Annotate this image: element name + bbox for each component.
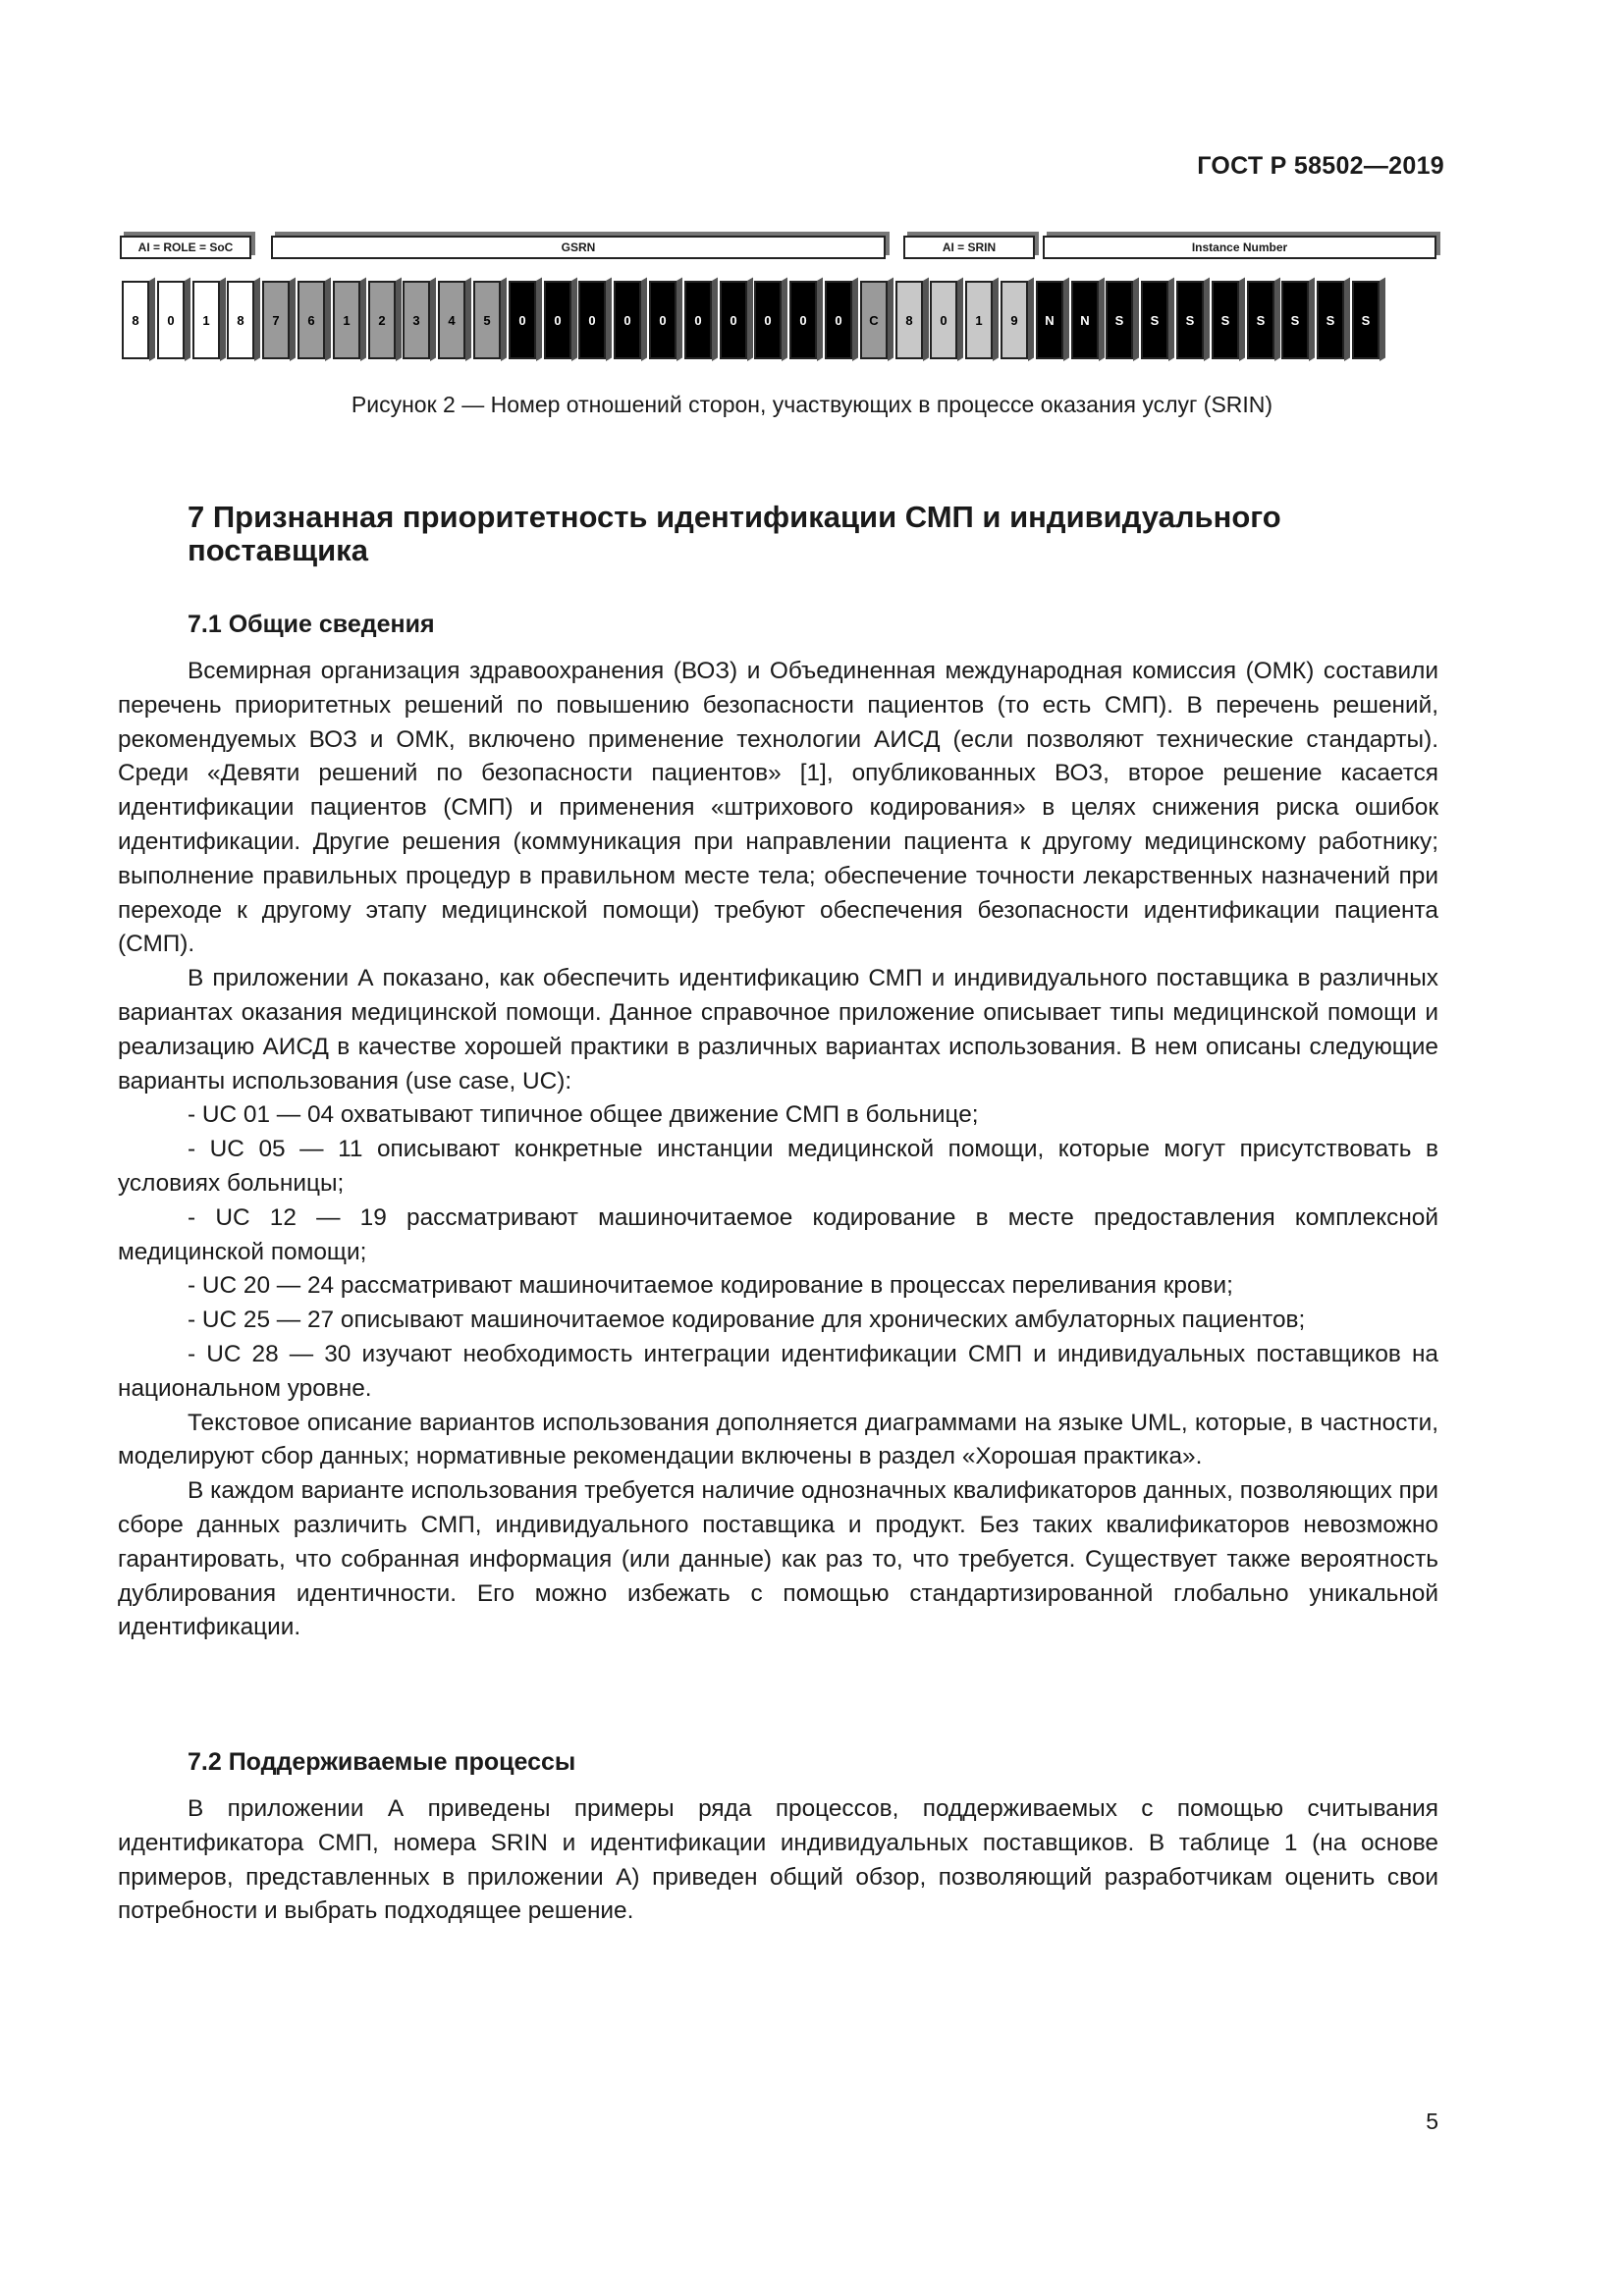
- digit-box: S: [1106, 281, 1133, 359]
- section-7-2-title: 7.2 Поддерживаемые процессы: [188, 1748, 576, 1776]
- digit-box: 8: [227, 281, 254, 359]
- digit-box: 0: [754, 281, 782, 359]
- paragraph: В приложении А приведены примеры ряда процессов, поддерживаемых с помощью считывания идентификатора СМП, номера SRIN и идентификации индивидуальных поставщиков. В таблице 1 (на основе примеров, представленных в приложении А) приведен общий обзор, позволяющий разработчикам оценить свои потребности и выбрать подходящее решение.: [118, 1795, 1438, 1925]
- digit-box: 0: [509, 281, 536, 359]
- digit-box: 1: [192, 281, 220, 359]
- digit-box: 0: [720, 281, 747, 359]
- digit-box: 0: [614, 281, 641, 359]
- digit-box: 6: [298, 281, 325, 359]
- digit-box: S: [1176, 281, 1204, 359]
- section-7-2-body: [118, 1792, 1438, 1929]
- digit-box: 7: [262, 281, 290, 359]
- list-item: - UC 12 — 19 рассматривают машиночитаемое кодирование в месте предоставления комплексной медицинской помощи;: [118, 1203, 1438, 1265]
- label-gsrn: GSRN: [271, 236, 886, 259]
- figure-caption: Рисунок 2 — Номер отношений сторон, участвующих в процессе оказания услуг (SRIN): [351, 392, 1273, 417]
- digit-box: 4: [438, 281, 465, 359]
- digit-box: S: [1317, 281, 1344, 359]
- paragraph: Текстовое описание вариантов использования дополняется диаграммами на языке UML, которые, в частности, моделируют сбор данных; нормативные рекомендации включены в раздел «Хорошая практика».: [118, 1409, 1438, 1470]
- section-7-1-body: [118, 655, 1438, 1645]
- digit-row: [118, 281, 1438, 364]
- digit-box: 0: [684, 281, 712, 359]
- digit-box: S: [1212, 281, 1239, 359]
- paragraph: В каждом варианте использования требуется наличие однозначных квалификаторов данных, позволяющих при сборе данных различить СМП, индивидуального поставщика и продукт. Без таких квалификаторов невозможно гарантировать, что собранная информация (или данные) как раз то, что требуется. Существует также вероятность дублирования идентичности. Его можно избежать с помощью стандартизированной глобально уникальной идентификации.: [118, 1477, 1438, 1641]
- digit-box: S: [1141, 281, 1168, 359]
- srin-figure: [118, 232, 1438, 369]
- label-instance-number: Instance Number: [1043, 236, 1436, 259]
- paragraph: В приложении А показано, как обеспечить идентификацию СМП и индивидуального поставщика в различных вариантах оказания медицинской помощи. Данное справочное приложение описывает типы медицинской помощи и реализацию АИСД в качестве хорошей практики в различных вариантах использования. В нем описаны следующие варианты использования (use case, UC):: [118, 965, 1438, 1095]
- digit-box: 0: [544, 281, 571, 359]
- digit-box: 0: [789, 281, 817, 359]
- list-item: - UC 28 — 30 изучают необходимость интеграции идентификации СМП и индивидуальных поставщиков на национальном уровне.: [118, 1340, 1438, 1402]
- digit-box: C: [860, 281, 888, 359]
- section-7-title: 7 Признанная приоритетность идентификации СМП и индивидуального поставщика: [188, 500, 1281, 567]
- digit-box: S: [1352, 281, 1380, 359]
- digit-box: 0: [578, 281, 606, 359]
- label-ai-srin: AI = SRIN: [903, 236, 1035, 259]
- list-item: - UC 01 — 04 охватывают типичное общее движение СМП в больнице;: [188, 1101, 979, 1129]
- document-header: ГОСТ Р 58502—2019: [1197, 152, 1444, 180]
- digit-box: 5: [473, 281, 501, 359]
- digit-box: 9: [1001, 281, 1028, 359]
- page-number: 5: [1426, 2109, 1438, 2134]
- digit-box: 0: [825, 281, 852, 359]
- digit-box: 2: [368, 281, 396, 359]
- paragraph: Всемирная организация здравоохранения (ВОЗ) и Объединенная международная комиссия (ОМК) составили перечень приоритетных решений по повышению безопасности пациентов (то есть СМП). В перечень решений, рекомендуемых ВОЗ и ОМК, включено применение технологии АИСД (если позволяют технические стандарты). Среди «Девяти решений по безопасности пациентов» [1], опубликованных ВОЗ, второе решение касается идентификации пациентов (СМП) и применения «штрихового кодирования» в целях снижения риска ошибок идентификации. Другие решения (коммуникация при направлении пациента к другому медицинскому работнику; выполнение правильных процедур в правильном месте тела; обеспечение точности лекарственных назначений при переходе к другому этапу медицинской помощи) требуют обеспечения безопасности идентификации пациента (СМП).: [118, 658, 1438, 958]
- digit-box: 0: [930, 281, 957, 359]
- digit-box: 1: [333, 281, 360, 359]
- digit-box: 3: [403, 281, 430, 359]
- digit-box: 8: [122, 281, 149, 359]
- digit-box: 1: [965, 281, 993, 359]
- digit-box: S: [1247, 281, 1274, 359]
- label-ai-role: AI = ROLE = SoC: [120, 236, 251, 259]
- list-item: - UC 05 — 11 описывают конкретные инстанции медицинской помощи, которые могут присутствовать в условиях больницы;: [118, 1136, 1438, 1197]
- digit-box: S: [1281, 281, 1309, 359]
- section-7-1-title: 7.1 Общие сведения: [188, 611, 435, 638]
- list-item: - UC 20 — 24 рассматривают машиночитаемое кодирование в процессах переливания крови;: [188, 1272, 1233, 1300]
- digit-box: N: [1071, 281, 1099, 359]
- digit-box: 8: [895, 281, 923, 359]
- list-item: - UC 25 — 27 описывают машиночитаемое кодирование для хронических амбулаторных пациентов;: [188, 1307, 1306, 1334]
- digit-box: 0: [157, 281, 185, 359]
- digit-box: N: [1036, 281, 1063, 359]
- digit-box: 0: [649, 281, 677, 359]
